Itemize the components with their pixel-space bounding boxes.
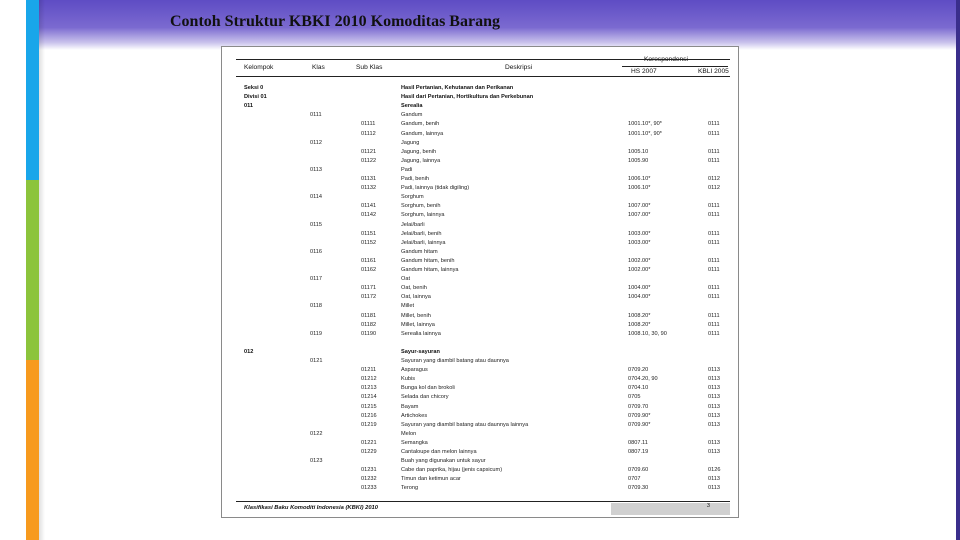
table-row xyxy=(222,112,738,121)
header-kbli: KBLI 2005 xyxy=(698,68,729,75)
table-row xyxy=(222,240,738,249)
cell-subklas: 01111 xyxy=(361,121,376,128)
header-hs: HS 2007 xyxy=(631,68,657,75)
table-row xyxy=(222,212,738,221)
cell-deskripsi: Gandum hitam, benih xyxy=(401,257,455,264)
left-margin xyxy=(0,0,26,540)
cell-kbli: 0111 xyxy=(708,285,720,292)
cell-deskripsi: Gandum xyxy=(401,112,423,119)
table-row xyxy=(222,349,738,358)
cell-kbli: 0111 xyxy=(708,294,720,301)
cell-subklas: 01171 xyxy=(361,285,377,292)
document-page xyxy=(221,46,739,518)
cell-deskripsi: Sayuran yang diambil batang atau daunnya xyxy=(401,358,509,364)
cell-klas: 0111 xyxy=(310,112,322,119)
cell-hs: 0807.11 xyxy=(628,439,648,446)
cell-hs: 0707 xyxy=(628,476,641,483)
cell-subklas: 01219 xyxy=(361,421,377,428)
cell-deskripsi: Hasil dari Pertanian, Hortikultura dan Perkebunan xyxy=(401,94,534,101)
table-row xyxy=(222,249,738,258)
cell-subklas: 01181 xyxy=(361,312,377,319)
cell-hs: 1003.00* xyxy=(628,239,651,246)
cell-subklas: 01122 xyxy=(361,157,377,164)
header-bottom-rule xyxy=(236,76,730,77)
cell-subklas: 01112 xyxy=(361,130,376,137)
cell-subklas: 01172 xyxy=(361,294,377,301)
table-row xyxy=(222,231,738,240)
cell-klas: 0116 xyxy=(310,248,323,255)
cell-subklas: 01161 xyxy=(361,257,377,264)
table-row xyxy=(222,276,738,285)
cell-subklas: 01215 xyxy=(361,403,377,410)
footer-page-box xyxy=(611,503,730,515)
cell-hs: 0705 xyxy=(628,394,641,401)
table-row xyxy=(222,131,738,140)
table-row xyxy=(222,385,738,394)
cell-kbli: 0111 xyxy=(708,130,720,137)
cell-kbli: 0113 xyxy=(708,367,721,374)
cell-hs: 1006.10* xyxy=(628,176,651,182)
cell-hs: 1001.10*, 90* xyxy=(628,121,662,128)
cell-kbli: 0111 xyxy=(708,267,720,273)
table-row xyxy=(222,267,738,276)
cell-kbli: 0111 xyxy=(708,312,720,319)
cell-deskripsi: Bayam xyxy=(401,403,419,410)
cell-kbli: 0111 xyxy=(708,257,720,264)
table-row xyxy=(222,322,738,331)
cell-hs: 0709.20 xyxy=(628,367,649,374)
cell-deskripsi: Jagung xyxy=(401,139,420,146)
header-top-rule xyxy=(236,59,730,60)
cell-deskripsi: Serealia xyxy=(401,103,423,110)
footer-page-number: 3 xyxy=(706,503,710,509)
cell-subklas: 01141 xyxy=(361,203,377,210)
cell-hs: 0709.90* xyxy=(628,412,651,419)
cell-subklas: 01182 xyxy=(361,321,377,328)
cell-kbli: 0111 xyxy=(708,321,720,328)
cell-deskripsi: Asparagus xyxy=(401,367,428,374)
table-row xyxy=(222,258,738,267)
header-deskripsi: Deskripsi xyxy=(505,64,533,71)
table-row xyxy=(222,121,738,130)
cell-subklas: 01233 xyxy=(361,485,377,492)
table-row xyxy=(222,103,738,112)
cell-deskripsi: Melon xyxy=(401,430,417,437)
cell-kelompok: 012 xyxy=(244,348,254,355)
table-row xyxy=(222,485,738,494)
cell-klas: 0119 xyxy=(310,330,323,337)
cell-deskripsi: Oat, lainnya xyxy=(401,294,431,301)
cell-deskripsi: Gandum hitam, lainnya xyxy=(401,267,459,273)
table-row xyxy=(222,340,738,349)
cell-deskripsi: Jagung, benih xyxy=(401,148,437,155)
accent-stripe-orange xyxy=(26,360,39,540)
table-row xyxy=(222,431,738,440)
cell-subklas: 01229 xyxy=(361,449,377,455)
table-row xyxy=(222,294,738,303)
cell-klas: 0114 xyxy=(310,194,323,201)
cell-subklas: 01151 xyxy=(361,230,377,237)
korespondensi-rule xyxy=(622,66,728,67)
table-row xyxy=(222,440,738,449)
cell-kbli: 0126 xyxy=(708,467,721,474)
cell-klas: 0113 xyxy=(310,166,323,173)
table-row xyxy=(222,167,738,176)
cell-deskripsi: Terong xyxy=(401,485,419,492)
table-row xyxy=(222,449,738,458)
cell-deskripsi: Gandum hitam xyxy=(401,248,438,255)
cell-kbli: 0113 xyxy=(708,449,721,455)
header-kelompok: Kelompok xyxy=(244,64,274,71)
table-row xyxy=(222,476,738,485)
cell-deskripsi: Jelai/barli, lainnya xyxy=(401,239,446,246)
table-row xyxy=(222,413,738,422)
cell-kbli: 0111 xyxy=(708,148,720,155)
cell-hs: 0709.90* xyxy=(628,421,651,428)
table-row xyxy=(222,285,738,294)
table-row xyxy=(222,367,738,376)
cell-subklas: 01142 xyxy=(361,212,377,219)
cell-subklas: 01216 xyxy=(361,412,377,419)
table-row xyxy=(222,467,738,476)
cell-deskripsi: Sayur-sayuran xyxy=(401,348,440,355)
table-row xyxy=(222,313,738,322)
header-klas: Klas xyxy=(312,64,325,71)
cell-deskripsi: Jagung, lainnya xyxy=(401,157,441,164)
cell-kbli: 0111 xyxy=(708,121,720,128)
cell-kbli: 0111 xyxy=(708,330,720,337)
cell-hs: 1007.00* xyxy=(628,212,651,219)
cell-hs: 0709.30 xyxy=(628,485,649,492)
slide-title: Contoh Struktur KBKI 2010 Komoditas Barang xyxy=(170,13,500,30)
cell-hs: 1005.10 xyxy=(628,148,649,155)
table-row xyxy=(222,458,738,467)
cell-hs: 1008.20* xyxy=(628,321,651,328)
table-row xyxy=(222,394,738,403)
cell-klas: 0121 xyxy=(310,358,323,364)
cell-subklas: 01232 xyxy=(361,476,377,483)
cell-kbli: 0113 xyxy=(708,485,721,492)
cell-hs: 0709.60 xyxy=(628,467,649,474)
cell-kbli: 0113 xyxy=(708,376,721,383)
cell-hs: 1008.10, 30, 90 xyxy=(628,330,667,337)
cell-klas: 0123 xyxy=(310,458,323,465)
table-row xyxy=(222,140,738,149)
header-subklas: Sub Klas xyxy=(356,64,383,71)
footer-text: Klasifikasi Baku Komoditi Indonesia (KBKI) 2010 xyxy=(244,505,379,511)
cell-deskripsi: Padi xyxy=(401,166,413,173)
cell-deskripsi: Gandum, lainnya xyxy=(401,130,444,137)
accent-stripe-green xyxy=(26,180,39,360)
cell-deskripsi: Sorghum, lainnya xyxy=(401,212,445,219)
stripe-shadow xyxy=(39,0,45,540)
cell-hs: 1007.00* xyxy=(628,203,651,210)
cell-deskripsi: Serealia lainnya xyxy=(401,330,441,337)
cell-kbli: 0111 xyxy=(708,203,720,210)
cell-deskripsi: Oat, benih xyxy=(401,285,427,292)
cell-subklas: 01212 xyxy=(361,376,377,383)
cell-kbli: 0113 xyxy=(708,439,721,446)
cell-deskripsi: Hasil Pertanian, Kehutanan dan Perikanan xyxy=(401,85,514,91)
cell-subklas: 01221 xyxy=(361,439,377,446)
cell-kbli: 0113 xyxy=(708,394,721,401)
cell-subklas: 01190 xyxy=(361,330,377,337)
cell-subklas: 01121 xyxy=(361,148,377,155)
cell-kelompok: Divisi 01 xyxy=(244,94,267,101)
cell-klas: 0122 xyxy=(310,430,323,437)
cell-deskripsi: Semangka xyxy=(401,439,428,446)
cell-kbli: 0113 xyxy=(708,403,721,410)
cell-deskripsi: Selada dan chicory xyxy=(401,394,449,401)
cell-deskripsi: Padi, benih xyxy=(401,176,429,182)
cell-deskripsi: Cabe dan paprika, hijau (jenis capsicum) xyxy=(401,467,503,474)
cell-deskripsi: Padi, lainnya (tidak digiling) xyxy=(401,185,470,192)
table-row xyxy=(222,158,738,167)
cell-deskripsi: Bunga kol dan brokoli xyxy=(401,385,455,392)
header-korespondensi: Korespondensi xyxy=(644,56,688,63)
table-row xyxy=(222,422,738,431)
cell-hs: 1003.00* xyxy=(628,230,651,237)
table-row xyxy=(222,149,738,158)
cell-deskripsi: Artichokes xyxy=(401,412,428,419)
cell-subklas: 01211 xyxy=(361,367,377,374)
table-row xyxy=(222,94,738,103)
table-row xyxy=(222,194,738,203)
cell-kbli: 0112 xyxy=(708,185,721,192)
cell-hs: 1004.00* xyxy=(628,294,651,301)
cell-kbli: 0111 xyxy=(708,212,720,219)
cell-deskripsi: Buah yang digunakan untuk sayur xyxy=(401,458,486,465)
cell-subklas: 01231 xyxy=(361,467,377,474)
accent-stripe-blue xyxy=(26,0,39,180)
cell-kbli: 0113 xyxy=(708,412,721,419)
cell-hs: 0704.10 xyxy=(628,385,649,392)
cell-deskripsi: Kubis xyxy=(401,376,415,383)
table-row xyxy=(222,185,738,194)
table-row xyxy=(222,331,738,340)
table-row xyxy=(222,358,738,367)
cell-deskripsi: Millet xyxy=(401,303,415,310)
cell-deskripsi: Sorghum, benih xyxy=(401,203,441,210)
cell-deskripsi: Sayuran yang diambil batang atau daunnya lainnya xyxy=(401,421,529,428)
cell-deskripsi: Oat xyxy=(401,276,411,283)
document-footer xyxy=(236,501,730,515)
cell-hs: 1002.00* xyxy=(628,267,651,273)
cell-deskripsi: Millet, lainnya xyxy=(401,321,435,328)
cell-subklas: 01152 xyxy=(361,239,377,246)
right-edge-bar xyxy=(956,0,960,540)
cell-hs: 1004.00* xyxy=(628,285,651,292)
cell-deskripsi: Jelai/barli, benih xyxy=(401,230,442,237)
cell-kbli: 0112 xyxy=(708,176,721,182)
cell-subklas: 01131 xyxy=(361,176,377,182)
cell-deskripsi: Cantaloupe dan melon lainnya xyxy=(401,449,477,455)
table-row xyxy=(222,203,738,212)
cell-kbli: 0111 xyxy=(708,230,720,237)
cell-kelompok: 011 xyxy=(244,103,254,110)
cell-hs: 0704.20, 90 xyxy=(628,376,658,383)
cell-subklas: 01213 xyxy=(361,385,377,392)
cell-kbli: 0113 xyxy=(708,385,721,392)
cell-hs: 1008.20* xyxy=(628,312,651,319)
cell-deskripsi: Jelai/barli xyxy=(401,221,425,228)
cell-subklas: 01132 xyxy=(361,185,377,192)
cell-klas: 0115 xyxy=(310,221,323,228)
cell-hs: 0807.19 xyxy=(628,449,649,455)
cell-hs: 1002.00* xyxy=(628,257,651,264)
cell-kbli: 0113 xyxy=(708,476,721,483)
cell-kelompok: Seksi 0 xyxy=(244,85,264,91)
table-row xyxy=(222,303,738,312)
table-row xyxy=(222,376,738,385)
cell-klas: 0117 xyxy=(310,276,323,283)
cell-deskripsi: Timun dan ketimun acar xyxy=(401,476,461,483)
cell-deskripsi: Gandum, benih xyxy=(401,121,440,128)
table-row xyxy=(222,222,738,231)
cell-kbli: 0111 xyxy=(708,157,720,164)
cell-hs: 1005.90 xyxy=(628,157,649,164)
cell-klas: 0112 xyxy=(310,139,323,146)
cell-deskripsi: Sorghum xyxy=(401,194,424,201)
table-row xyxy=(222,404,738,413)
cell-klas: 0118 xyxy=(310,303,323,310)
cell-kbli: 0111 xyxy=(708,239,720,246)
cell-kbli: 0113 xyxy=(708,421,721,428)
table-row xyxy=(222,176,738,185)
cell-deskripsi: Millet, benih xyxy=(401,312,431,319)
cell-hs: 1001.10*, 90* xyxy=(628,130,662,137)
cell-hs: 0709.70 xyxy=(628,403,649,410)
cell-hs: 1006.10* xyxy=(628,185,651,192)
cell-subklas: 01214 xyxy=(361,394,377,401)
table-row xyxy=(222,85,738,94)
cell-subklas: 01162 xyxy=(361,267,377,273)
